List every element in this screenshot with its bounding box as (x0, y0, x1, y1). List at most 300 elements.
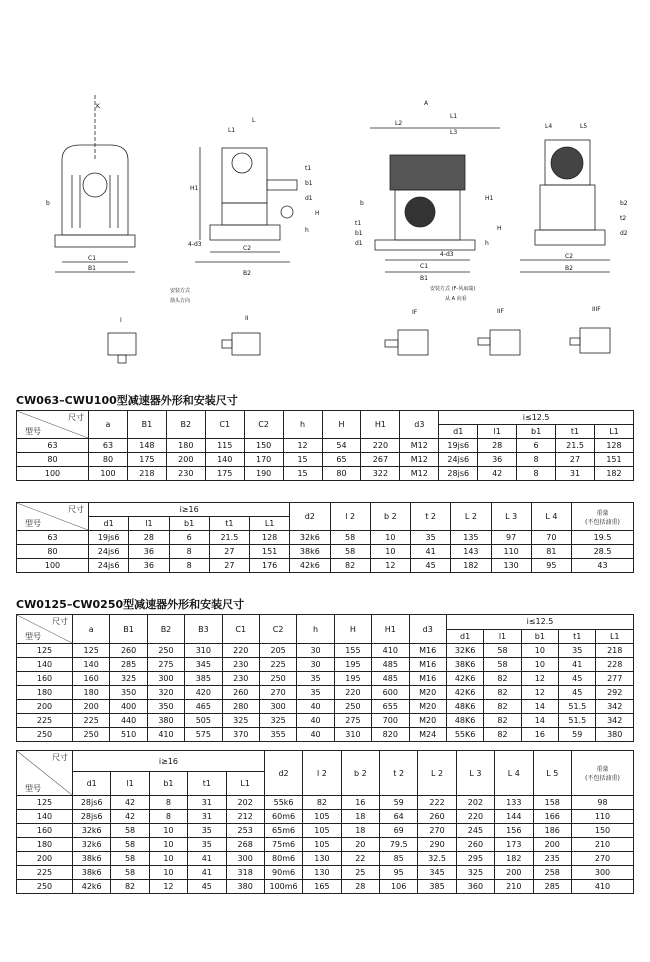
label: d1 (446, 629, 483, 644)
label: 型号 (25, 427, 41, 436)
value-cell: 10 (521, 658, 558, 672)
table-row (17, 686, 634, 700)
value-cell: 510 (110, 728, 147, 742)
value-cell: 19.5 (572, 531, 634, 545)
label: l1 (111, 772, 149, 796)
value-cell: 182 (594, 467, 633, 481)
section2-title: CW0125–CW0250型减速器外形和安装尺寸 (16, 598, 245, 611)
value-cell: 345 (418, 866, 456, 880)
value-cell: 200 (533, 838, 572, 852)
value-cell: 27 (209, 545, 249, 559)
value-cell: 95 (531, 559, 571, 573)
label: a (73, 615, 110, 644)
value-cell: 160 (73, 672, 110, 686)
dim-L4: L4 (545, 123, 553, 130)
label: t1 (559, 629, 596, 644)
value-cell: 410 (147, 728, 184, 742)
dim-A: A (424, 100, 429, 107)
value-cell: 82 (484, 686, 521, 700)
dim-H-3: H (497, 225, 502, 232)
model-cell: 80 (17, 453, 89, 467)
table-row (17, 559, 634, 573)
label: B2 (166, 411, 205, 439)
model-cell: 250 (17, 728, 73, 742)
value-cell: 10 (149, 852, 187, 866)
value-cell: 42 (478, 467, 517, 481)
label: t1 (188, 772, 226, 796)
value-cell: 32k6 (290, 531, 330, 545)
dim-L1: L1 (228, 127, 236, 134)
value-cell: 210 (572, 838, 634, 852)
value-cell: 18 (341, 810, 379, 824)
table-row (17, 728, 634, 742)
value-cell: 195 (334, 658, 371, 672)
value-cell: 235 (533, 852, 572, 866)
value-cell: 41 (411, 545, 451, 559)
label: L1 (226, 772, 264, 796)
value-cell: 55k6 (264, 796, 302, 810)
value-cell: 202 (226, 796, 264, 810)
value-cell: 600 (372, 686, 409, 700)
value-cell: 41 (188, 866, 226, 880)
value-cell: 28 (129, 531, 169, 545)
value-cell: 32.5 (418, 852, 456, 866)
dim-C2: C2 (243, 245, 252, 252)
value-cell: 60m6 (264, 810, 302, 824)
label: II (245, 315, 249, 322)
value-cell: 42k6 (73, 880, 111, 894)
value-cell: 10 (370, 531, 410, 545)
value-cell: 38k6 (73, 866, 111, 880)
value-cell: 165 (303, 880, 341, 894)
mount-views (108, 306, 610, 363)
value-cell: 420 (185, 686, 222, 700)
value-cell: 28js6 (73, 796, 111, 810)
label: b1 (149, 772, 187, 796)
value-cell: 14 (521, 714, 558, 728)
value-cell: 8 (149, 796, 187, 810)
value-cell: 59 (559, 728, 596, 742)
value-cell: 360 (456, 880, 494, 894)
value-cell: 325 (110, 672, 147, 686)
dim-C1: C1 (88, 255, 97, 262)
model-cell: 250 (17, 880, 73, 894)
dim-L: L (252, 117, 256, 124)
value-cell: 176 (250, 559, 290, 573)
value-cell: 200 (73, 700, 110, 714)
value-cell: 110 (491, 545, 531, 559)
label: b 2 (370, 503, 410, 531)
value-cell: 310 (334, 728, 371, 742)
value-cell: 485 (372, 672, 409, 686)
value-cell: 35 (297, 672, 334, 686)
value-cell: 41 (559, 658, 596, 672)
value-cell: 38K6 (446, 658, 483, 672)
value-cell: 28js6 (439, 467, 478, 481)
dim-d1-3: d1 (355, 240, 363, 247)
label: b1 (517, 425, 556, 439)
value-cell: 28 (478, 439, 517, 453)
value-cell: 140 (73, 658, 110, 672)
value-cell: 300 (226, 852, 264, 866)
value-cell: 36 (129, 559, 169, 573)
value-cell: 342 (596, 714, 634, 728)
value-cell: 270 (418, 824, 456, 838)
label: h (297, 615, 334, 644)
label: l1 (478, 425, 517, 439)
value-cell: 70 (531, 531, 571, 545)
value-cell: 342 (596, 700, 634, 714)
value-cell: 200 (495, 866, 533, 880)
value-cell: 28.5 (572, 545, 634, 559)
corner-cell (17, 751, 73, 796)
model-cell: 63 (17, 439, 89, 453)
value-cell: 15 (283, 453, 322, 467)
dim-H1: H1 (190, 185, 199, 192)
label: l1 (129, 517, 169, 531)
value-cell: 82 (111, 880, 149, 894)
label: t 2 (411, 503, 451, 531)
value-cell: 8 (149, 810, 187, 824)
value-cell: 58 (330, 531, 370, 545)
value-cell: 310 (185, 644, 222, 658)
value-cell: 148 (127, 439, 166, 453)
value-cell: 190 (244, 467, 283, 481)
value-cell: 575 (185, 728, 222, 742)
value-cell: 24js6 (89, 545, 129, 559)
value-cell: 6 (517, 439, 556, 453)
dim-C1-3: C1 (420, 263, 429, 270)
value-cell: 80 (322, 467, 361, 481)
value-cell: 10 (370, 545, 410, 559)
label: L 5 (533, 751, 572, 796)
value-cell: 300 (572, 866, 634, 880)
value-cell: 54 (322, 439, 361, 453)
label: 重量 (596, 766, 609, 773)
value-cell: 31 (188, 796, 226, 810)
value-cell: 16 (521, 728, 558, 742)
value-cell: 218 (596, 644, 634, 658)
value-cell: M12 (400, 439, 439, 453)
value-cell: 30 (297, 658, 334, 672)
value-cell: 345 (185, 658, 222, 672)
label: L 2 (451, 503, 491, 531)
value-cell: 27 (556, 453, 595, 467)
label: C1 (205, 411, 244, 439)
value-cell: 355 (259, 728, 296, 742)
model-cell: 100 (17, 467, 89, 481)
value-cell: 225 (259, 658, 296, 672)
value-cell: M20 (409, 700, 446, 714)
dim-h: h (305, 227, 309, 234)
label: H1 (372, 615, 409, 644)
value-cell: 225 (73, 714, 110, 728)
table-row (17, 644, 634, 658)
dim-t1: t1 (305, 165, 312, 172)
label: B3 (185, 615, 222, 644)
value-cell: 6 (169, 531, 209, 545)
value-cell: 24js6 (439, 453, 478, 467)
value-cell: 320 (147, 686, 184, 700)
table-row (17, 658, 634, 672)
value-cell: 222 (418, 796, 456, 810)
value-cell: 280 (222, 700, 259, 714)
value-cell: 95 (380, 866, 418, 880)
label: b1 (169, 517, 209, 531)
value-cell: 440 (110, 714, 147, 728)
value-cell: 38k6 (290, 545, 330, 559)
dim-t2-4: t2 (620, 215, 627, 222)
corner-cell (17, 503, 89, 531)
value-cell: 220 (361, 439, 400, 453)
model-cell: 140 (17, 658, 73, 672)
label: t1 (209, 517, 249, 531)
value-cell: 195 (334, 672, 371, 686)
dim-L3: L3 (450, 129, 458, 136)
dim-B2-4: B2 (565, 265, 573, 272)
mount-note-2: 箭头方向 (170, 298, 191, 304)
value-cell: 28 (341, 880, 379, 894)
value-cell: 130 (491, 559, 531, 573)
mount-IF (385, 309, 428, 355)
value-cell: 230 (166, 467, 205, 481)
dim-b2-4: b2 (620, 200, 628, 207)
value-cell: 12 (521, 672, 558, 686)
model-cell: 180 (17, 686, 73, 700)
model-cell: 225 (17, 866, 73, 880)
label: 尺寸 (52, 753, 68, 762)
value-cell: 41 (188, 852, 226, 866)
label: t 2 (380, 751, 418, 796)
value-cell: 31 (556, 467, 595, 481)
value-cell: 175 (205, 467, 244, 481)
label: H1 (361, 411, 400, 439)
value-cell: 22 (341, 852, 379, 866)
dim-b: b (46, 200, 50, 207)
label: IF (412, 309, 418, 316)
value-cell: 20 (341, 838, 379, 852)
value-cell: 30 (297, 644, 334, 658)
label: d2 (290, 503, 330, 531)
value-cell: 48K6 (446, 714, 483, 728)
value-cell: 10 (521, 644, 558, 658)
label: B1 (127, 411, 166, 439)
value-cell: 380 (596, 728, 634, 742)
value-cell: 135 (451, 531, 491, 545)
label: d3 (409, 615, 446, 644)
view2-side-drawing (170, 117, 320, 304)
mount-note-3: 安装方式 (F-风扇端) (430, 286, 476, 292)
label: L1 (596, 629, 634, 644)
value-cell: 156 (495, 824, 533, 838)
value-cell: 32k6 (73, 838, 111, 852)
value-cell: 275 (334, 714, 371, 728)
value-cell: 45 (559, 686, 596, 700)
value-cell: 10 (149, 838, 187, 852)
value-cell: 295 (456, 852, 494, 866)
dim-L5: L5 (580, 123, 588, 130)
label: L 2 (418, 751, 456, 796)
model-cell: 140 (17, 810, 73, 824)
label: (不包括油重) (585, 518, 620, 526)
value-cell: 35 (188, 838, 226, 852)
value-cell: 42 (111, 810, 149, 824)
corner-cell (17, 411, 89, 439)
value-cell: 268 (226, 838, 264, 852)
dim-b-3: b (360, 200, 364, 207)
value-cell: 115 (205, 439, 244, 453)
value-cell: 59 (380, 796, 418, 810)
weight-header (572, 503, 634, 531)
label: C2 (244, 411, 283, 439)
value-cell: 19js6 (89, 531, 129, 545)
value-cell: 36 (478, 453, 517, 467)
mount-I (108, 317, 136, 363)
value-cell: 82 (484, 700, 521, 714)
value-cell: 370 (222, 728, 259, 742)
value-cell: 220 (334, 686, 371, 700)
label: b 2 (341, 751, 379, 796)
value-cell: 8 (169, 545, 209, 559)
dim-C2-4: C2 (565, 253, 574, 260)
value-cell: 277 (596, 672, 634, 686)
value-cell: 228 (596, 658, 634, 672)
value-cell: 12 (370, 559, 410, 573)
value-cell: 8 (517, 453, 556, 467)
model-cell: 180 (17, 838, 73, 852)
value-cell: 182 (451, 559, 491, 573)
value-cell: 105 (303, 838, 341, 852)
value-cell: 51.5 (559, 700, 596, 714)
table-row (17, 824, 634, 838)
model-cell: 200 (17, 852, 73, 866)
value-cell: M12 (400, 453, 439, 467)
value-cell: 40 (297, 728, 334, 742)
label: L 4 (531, 503, 571, 531)
value-cell: 150 (244, 439, 283, 453)
value-cell: 655 (372, 700, 409, 714)
value-cell: 21.5 (556, 439, 595, 453)
value-cell: 260 (456, 838, 494, 852)
value-cell: 202 (456, 796, 494, 810)
mount-note-1: 安装方式 (170, 288, 191, 294)
label: i≥16 (73, 751, 265, 772)
model-cell: 80 (17, 545, 89, 559)
value-cell: 465 (185, 700, 222, 714)
value-cell: 80 (89, 453, 128, 467)
label: L1 (250, 517, 290, 531)
label: C1 (222, 615, 259, 644)
value-cell: 820 (372, 728, 409, 742)
value-cell: 100 (89, 467, 128, 481)
label: (不包括油重) (585, 775, 620, 782)
value-cell: 182 (495, 852, 533, 866)
label: l 2 (303, 751, 341, 796)
value-cell: 258 (533, 866, 572, 880)
value-cell: 151 (594, 453, 633, 467)
table-row (17, 531, 634, 545)
value-cell: 170 (244, 453, 283, 467)
corner-cell (17, 615, 73, 644)
value-cell: 250 (73, 728, 110, 742)
value-cell: M16 (409, 644, 446, 658)
value-cell: 144 (495, 810, 533, 824)
value-cell: 82 (303, 796, 341, 810)
value-cell: 35 (297, 686, 334, 700)
value-cell: M12 (400, 467, 439, 481)
value-cell: 380 (226, 880, 264, 894)
value-cell: 58 (111, 866, 149, 880)
value-cell: 130 (303, 866, 341, 880)
value-cell: 260 (110, 644, 147, 658)
label: i≤12.5 (446, 615, 633, 630)
value-cell: 325 (456, 866, 494, 880)
label: L 3 (491, 503, 531, 531)
value-cell: 25 (341, 866, 379, 880)
value-cell: 97 (491, 531, 531, 545)
value-cell: 98 (572, 796, 634, 810)
label: b1 (521, 629, 558, 644)
dim-t1-3: t1 (355, 220, 362, 227)
table-cwo-dimensions (16, 614, 634, 742)
label: H (322, 411, 361, 439)
value-cell: 16 (341, 796, 379, 810)
value-cell: 230 (222, 672, 259, 686)
value-cell: 43 (572, 559, 634, 573)
table-cwu-dimensions (16, 410, 634, 481)
value-cell: 10 (149, 824, 187, 838)
value-cell: 158 (533, 796, 572, 810)
label: IIIF (592, 306, 601, 313)
table-row (17, 467, 634, 481)
dim-B2: B2 (243, 270, 251, 277)
value-cell: 318 (226, 866, 264, 880)
label: C2 (259, 615, 296, 644)
value-cell: 128 (250, 531, 290, 545)
value-cell: 400 (110, 700, 147, 714)
label: a (89, 411, 128, 439)
value-cell: 292 (596, 686, 634, 700)
table-row (17, 852, 634, 866)
label: t1 (556, 425, 595, 439)
dim-4-d3: 4-d3 (188, 241, 202, 248)
value-cell: 250 (147, 644, 184, 658)
value-cell: 253 (226, 824, 264, 838)
label: 重量 (596, 509, 609, 517)
value-cell: 220 (222, 644, 259, 658)
value-cell: 65m6 (264, 824, 302, 838)
value-cell: 285 (110, 658, 147, 672)
table-row (17, 866, 634, 880)
label: i≥16 (89, 503, 290, 517)
table-cwo-shafts (16, 750, 634, 894)
label: d1 (439, 425, 478, 439)
label: 型号 (25, 784, 41, 793)
value-cell: 350 (147, 700, 184, 714)
value-cell: 410 (572, 880, 634, 894)
dim-H1-3: H1 (485, 195, 494, 202)
value-cell: 250 (259, 672, 296, 686)
model-cell: 160 (17, 672, 73, 686)
value-cell: 260 (222, 686, 259, 700)
value-cell: 63 (89, 439, 128, 453)
value-cell: 105 (303, 810, 341, 824)
value-cell: 64 (380, 810, 418, 824)
value-cell: 322 (361, 467, 400, 481)
value-cell: 35 (188, 824, 226, 838)
value-cell: 245 (456, 824, 494, 838)
table-row (17, 672, 634, 686)
